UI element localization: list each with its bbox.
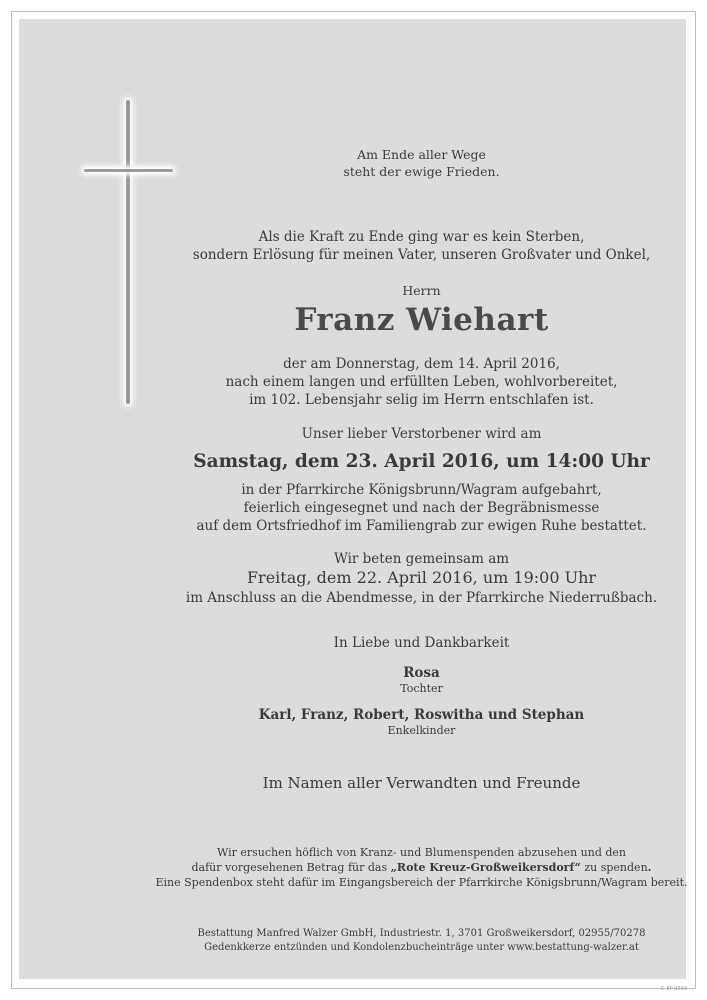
mourner-name: Karl, Franz, Robert, Roswitha und Stephan	[258, 707, 585, 723]
donation-line-3: Eine Spendenbox steht dafür im Eingangsbereich der Pfarrkirche Königsbrunn/Wagram bereit.	[155, 876, 688, 889]
death-info-line-1: der am Donnerstag, dem 14. April 2016,	[283, 356, 560, 372]
salutation: Herrn	[402, 283, 441, 298]
intro-line-2: sondern Erlösung für meinen Vater, unseren Großvater und Onkel,	[192, 247, 651, 263]
prayer-intro: Wir beten gemeinsam am	[333, 551, 510, 567]
deceased-name: Franz Wiehart	[294, 302, 549, 338]
relatives-line: Im Namen aller Verwandten und Freunde	[262, 774, 581, 792]
donation-text: dafür vorgesehenen Betrag für das	[191, 861, 391, 874]
funeral-intro: Unser lieber Verstorbener wird am	[301, 426, 542, 442]
donation-recipient: „Rote Kreuz-Großweikersdorf“	[390, 861, 581, 874]
prayer-date: Freitag, dem 22. April 2016, um 19:00 Uhr	[246, 568, 597, 587]
death-info-line-2: nach einem langen und erfüllten Leben, wohlvorbereitet,	[225, 374, 618, 390]
death-info-line-3: im 102. Lebensjahr selig im Herrn entschlafen ist.	[249, 392, 594, 408]
donation-line-1: Wir ersuchen höflich von Kranz- und Blumenspenden abzusehen und den	[216, 846, 627, 859]
footer-line-1: Bestattung Manfred Walzer GmbH, Industriestr. 1, 3701 Großweikersdorf, 02955/70278	[197, 928, 646, 939]
cross-vertical-beam	[126, 100, 130, 404]
mourner-relation: Enkelkinder	[387, 724, 456, 737]
copyright-note: © EP 9593	[659, 986, 687, 992]
donation-line-2	[140, 860, 703, 875]
donation-period: .	[647, 861, 652, 874]
funeral-date: Samstag, dem 23. April 2016, um 14:00 Uhr	[193, 451, 650, 472]
quote-line-2: steht der ewige Frieden.	[343, 164, 500, 179]
footer-line-2: Gedenkkerze entzünden und Kondolenzbucheinträge unter www.bestattung-walzer.at	[204, 942, 639, 953]
funeral-detail-line-2: feierlich eingesegnet und nach der Begräbnismesse	[243, 500, 600, 516]
mourner-name: Rosa	[403, 665, 440, 681]
mourner-relation: Tochter	[400, 682, 443, 695]
intro-line-1: Als die Kraft zu Ende ging war es kein Sterben,	[258, 229, 585, 245]
prayer-details: im Anschluss an die Abendmesse, in der Pfarrkirche Niederrußbach.	[185, 590, 658, 606]
donation-text: zu spenden	[580, 861, 648, 874]
funeral-detail-line-3: auf dem Ortsfriedhof im Familiengrab zur ewigen Ruhe bestattet.	[196, 518, 647, 534]
quote-line-1: Am Ende aller Wege	[357, 147, 486, 162]
funeral-detail-line-1: in der Pfarrkirche Königsbrunn/Wagram aufgebahrt,	[241, 482, 602, 498]
closing-text: In Liebe und Dankbarkeit	[333, 635, 510, 651]
